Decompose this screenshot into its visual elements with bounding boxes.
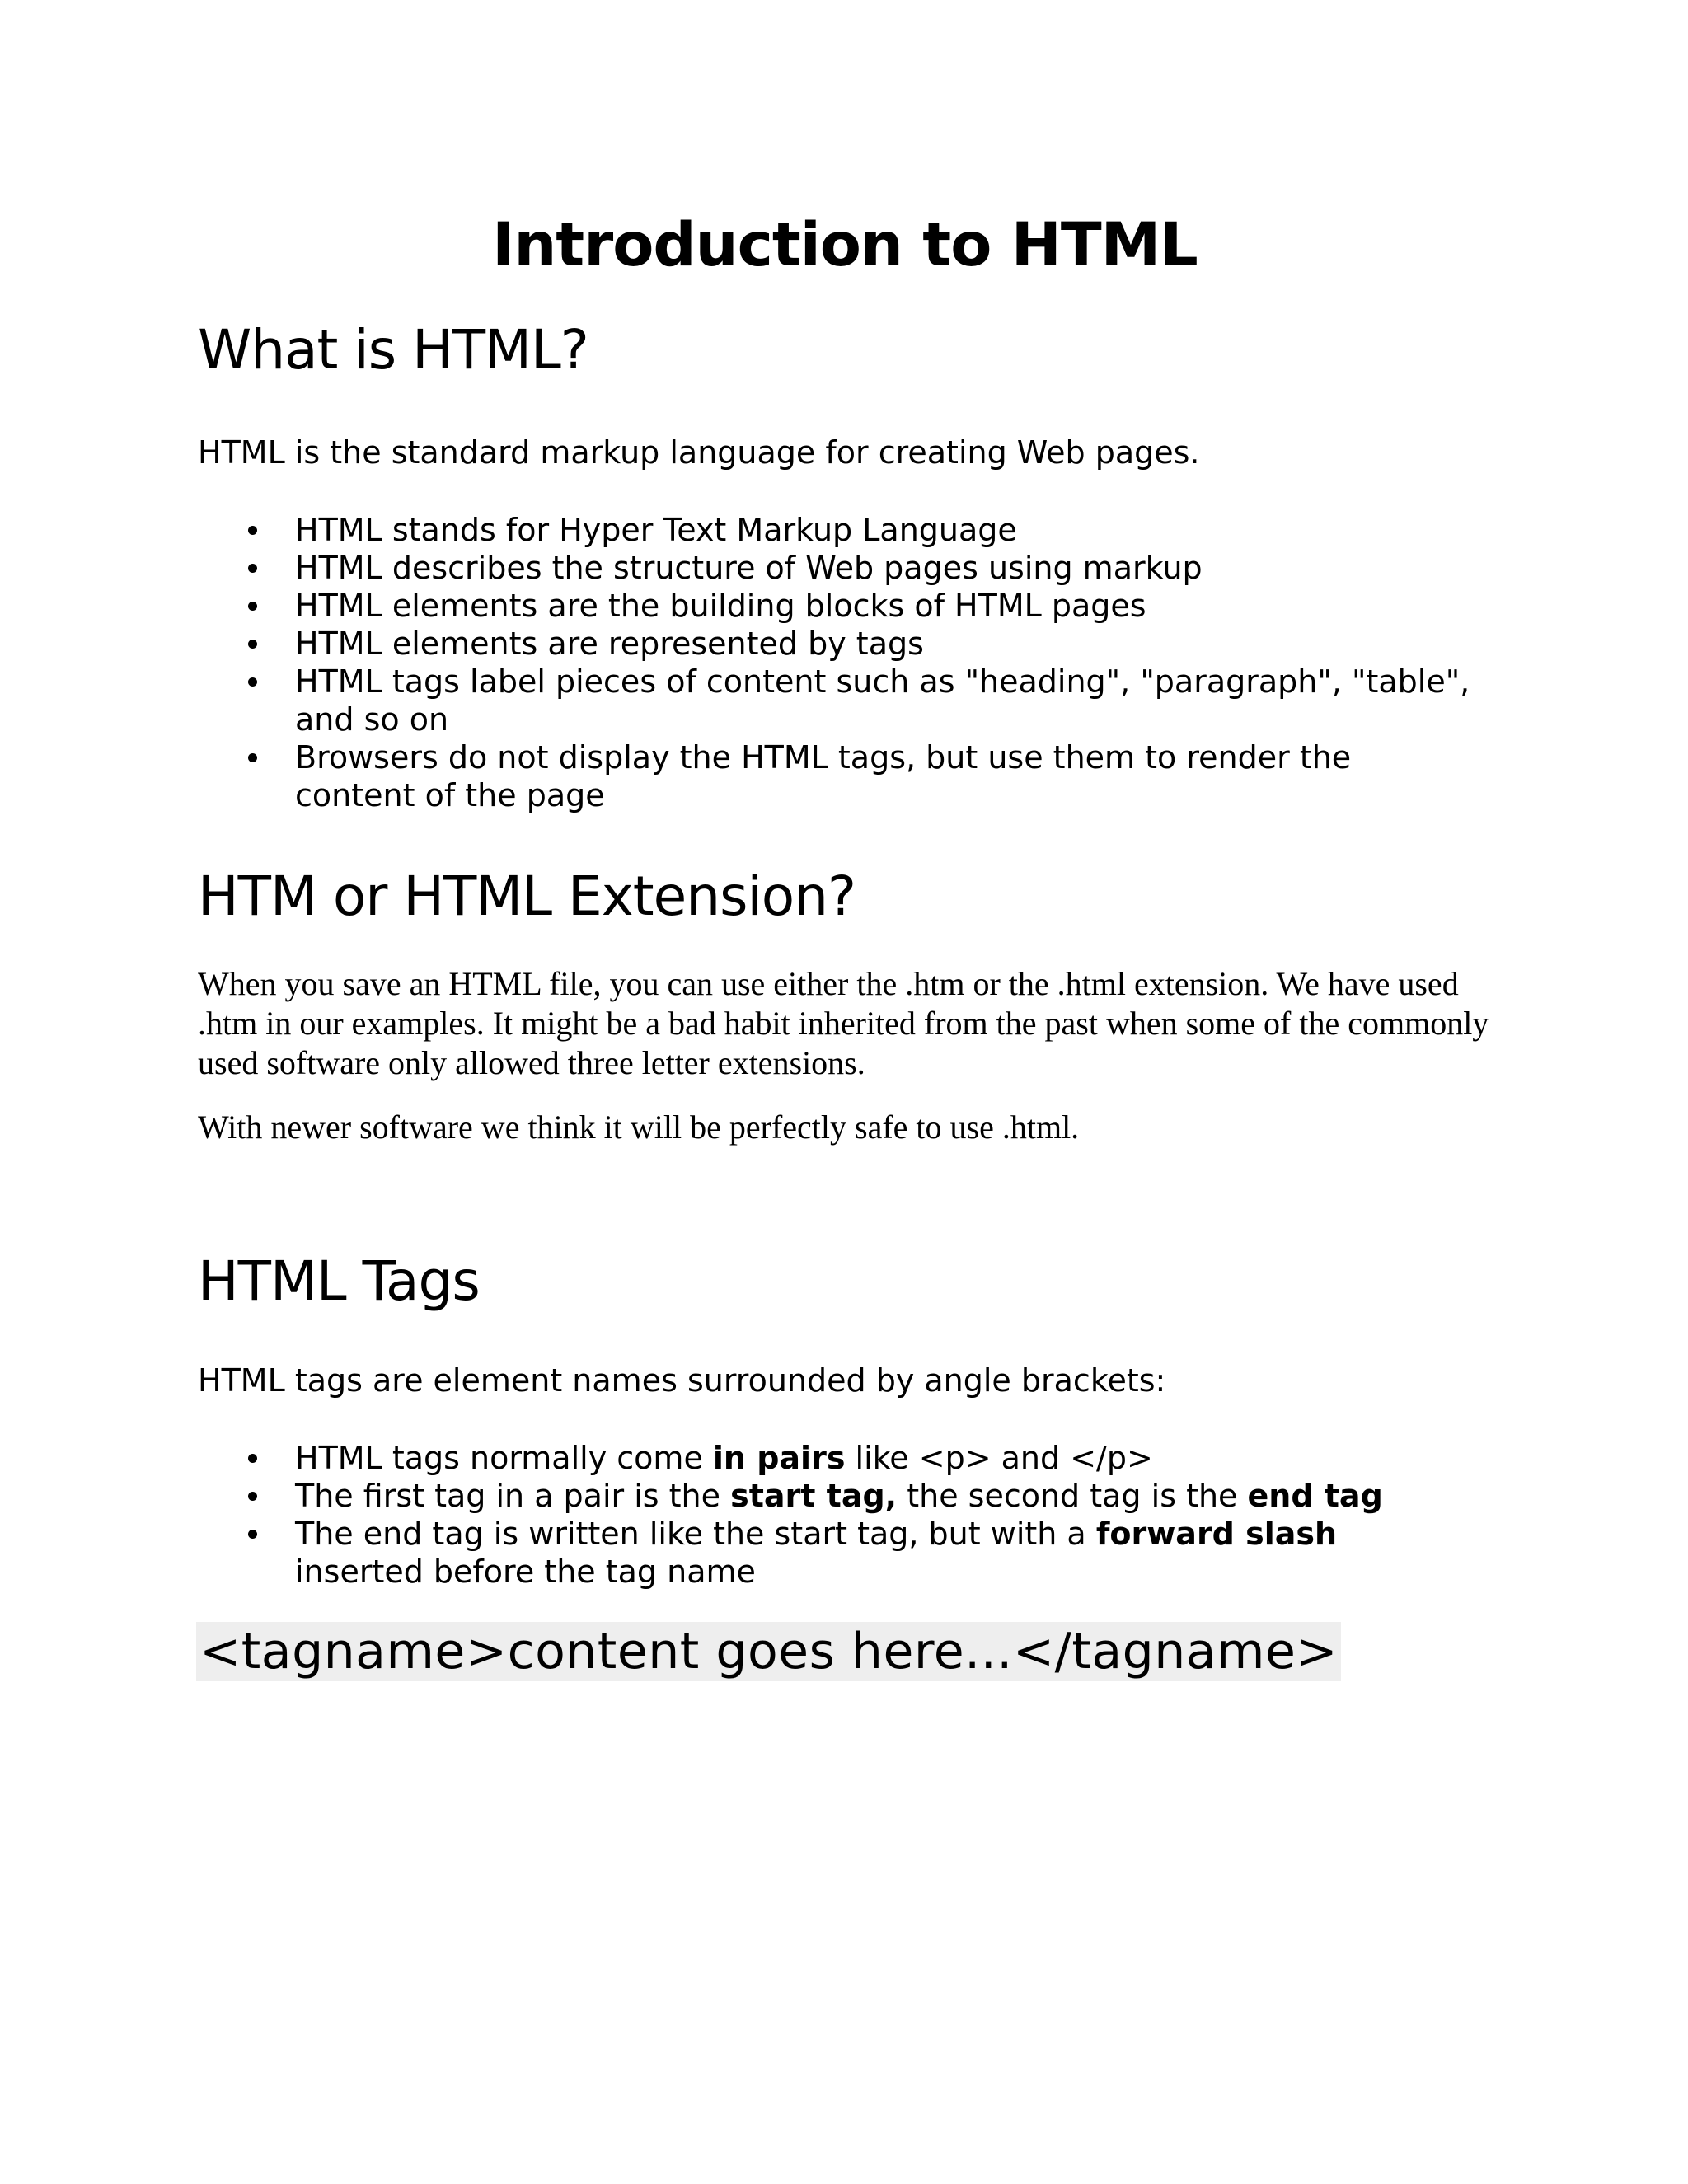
list-item-text: HTML tags label pieces of content such as "heading", "paragraph", "table", and so on xyxy=(295,663,1470,738)
list-item-bold-text: start tag, xyxy=(730,1478,898,1514)
section-heading-htm-or-html: HTM or HTML Extension? xyxy=(198,865,856,928)
section3-bullet-list xyxy=(198,1439,1500,1591)
bullet-icon xyxy=(248,526,257,535)
bullet-icon xyxy=(248,640,257,649)
list-item-text-before: The first tag in a pair is the xyxy=(295,1478,731,1514)
list-item-bold-text: in pairs xyxy=(712,1440,846,1476)
list-item xyxy=(198,549,1500,587)
bullet-icon xyxy=(248,602,257,611)
page-title: Introduction to HTML xyxy=(492,210,1198,280)
list-item-text: Browsers do not display the HTML tags, but use them to render the content of the page xyxy=(295,739,1352,813)
bullet-icon xyxy=(248,1454,257,1463)
list-item xyxy=(198,625,1500,663)
list-item xyxy=(198,663,1515,738)
list-item-text: HTML elements are represented by tags xyxy=(295,626,924,662)
bullet-icon xyxy=(248,1530,257,1539)
list-item-bold-text: forward slash xyxy=(1095,1516,1338,1552)
bullet-icon xyxy=(248,753,257,762)
list-item-bold-text: end tag xyxy=(1247,1478,1383,1514)
list-item-text-after: inserted before the tag name xyxy=(295,1554,756,1590)
list-item xyxy=(198,1439,1500,1477)
list-item xyxy=(198,587,1500,625)
section3-intro: HTML tags are element names surrounded by angle brackets: xyxy=(198,1362,1166,1399)
list-item-text-before: HTML tags normally come xyxy=(295,1440,713,1476)
list-item xyxy=(198,738,1400,814)
list-item xyxy=(198,1515,1375,1591)
section2-paragraph-1: When you save an HTML file, you can use either the .htm or the .html extension. We have used .htm in our examples. It might be a bad habit inherited from the past when some of the commonly used software only allowed three letter extensions. xyxy=(198,965,1489,1081)
section2-paragraph-2: With newer software we think it will be perfectly safe to use .html. xyxy=(198,1108,1080,1146)
bullet-icon xyxy=(248,677,257,687)
bullet-icon xyxy=(248,1492,257,1501)
code-example: <tagname>content goes here...</tagname> xyxy=(196,1622,1341,1681)
section-heading-html-tags: HTML Tags xyxy=(198,1249,480,1313)
list-item-text: HTML describes the structure of Web pages using markup xyxy=(295,550,1203,586)
list-item xyxy=(198,511,1500,549)
section1-bullet-list xyxy=(198,511,1500,814)
list-item-text-after: like <p> and </p> xyxy=(845,1440,1153,1476)
list-item-text-before: The end tag is written like the start tag, but with a xyxy=(295,1516,1096,1552)
list-item-text: HTML elements are the building blocks of HTML pages xyxy=(295,588,1146,624)
bullet-icon xyxy=(248,564,257,573)
list-item-text: HTML stands for Hyper Text Markup Language xyxy=(295,512,1017,548)
list-item-text-middle: the second tag is the xyxy=(897,1478,1248,1514)
list-item xyxy=(198,1477,1500,1515)
section-heading-what-is-html: What is HTML? xyxy=(198,318,588,382)
section1-intro: HTML is the standard markup language for creating Web pages. xyxy=(198,434,1200,471)
